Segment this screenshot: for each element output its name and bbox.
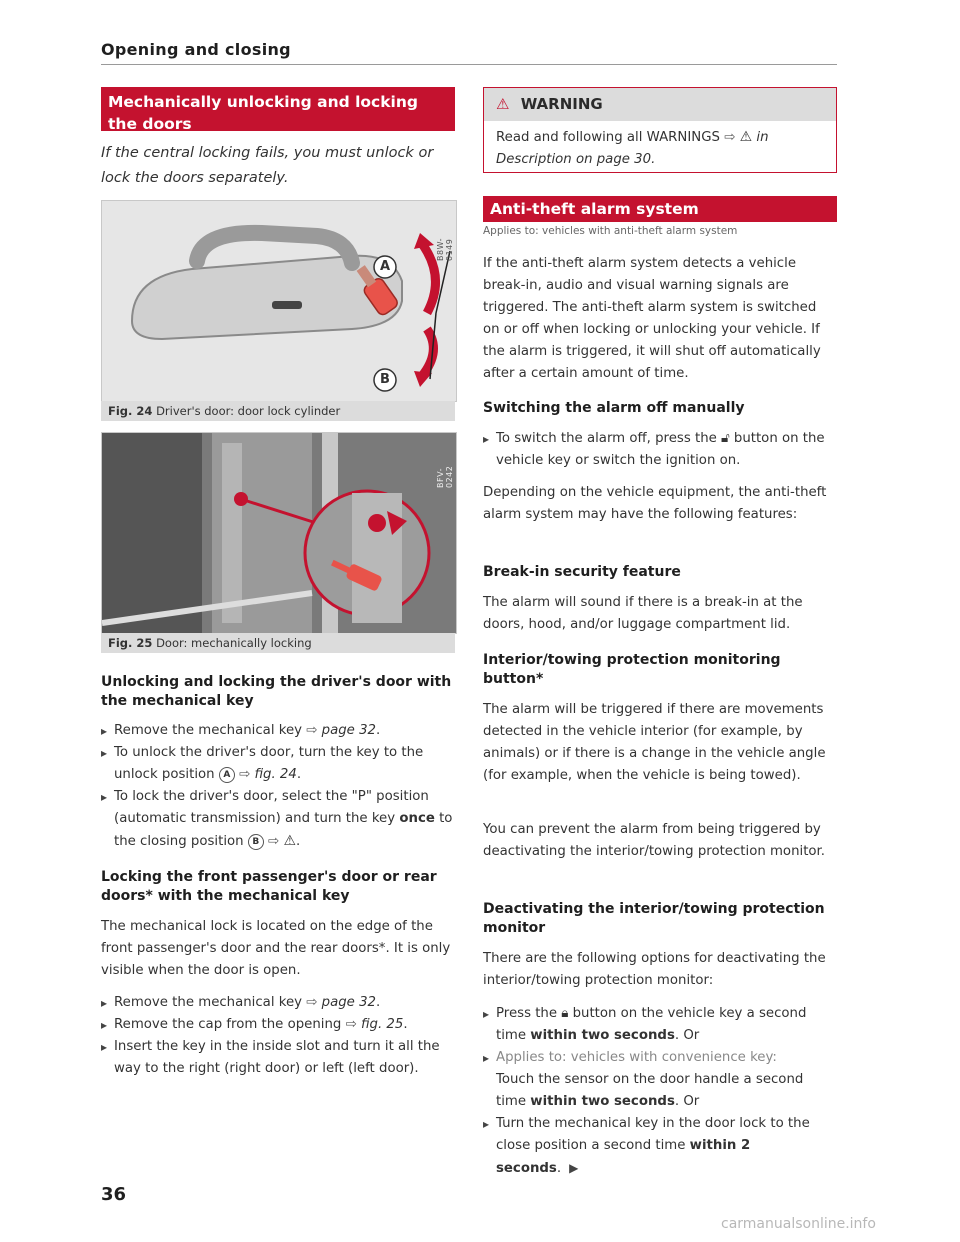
list-item: ▸ Applies to: vehicles with convenience key: Touch the sensor on the door handle a second time within two seconds. Or — [483, 1047, 837, 1113]
warning-header — [484, 88, 836, 121]
arrow-icon: ⇨ — [268, 834, 280, 849]
page-link[interactable]: page 32 — [321, 995, 377, 1010]
position-a-icon: A — [219, 767, 235, 783]
list-item: ▸ Turn the mechanical key in the door lock to the close position a second time within 2 seconds. ▶ — [483, 1113, 837, 1180]
break-in-paragraph: The alarm will sound if there is a break-in at the doors, hood, and/or luggage compartment lid. — [483, 595, 803, 632]
position-b-icon: B — [248, 834, 264, 850]
heading-break-in: Break-in security feature — [483, 564, 681, 580]
door-handle-illustration — [102, 201, 456, 401]
list-item: ▸ Remove the mechanical key ⇨ page 32. — [101, 992, 455, 1014]
header-rule — [101, 64, 837, 65]
figure-link[interactable]: fig. 24 — [254, 767, 297, 782]
heading-driver-door: Unlocking and locking the driver's door with the mechanical key — [101, 674, 452, 709]
figure-caption-text: Driver's door: door lock cylinder — [156, 404, 341, 418]
list-item: ▸ Remove the mechanical key ⇨ page 32. — [101, 720, 455, 742]
passenger-steps-list — [101, 992, 455, 1080]
figure-caption-text: Door: mechanically locking — [156, 636, 312, 650]
section-title-mechanical: Mechanically unlocking and locking the doors — [101, 87, 455, 131]
applies-inline-note: Applies to: vehicles with convenience key: — [496, 1050, 777, 1065]
applies-note: Applies to: vehicles with anti-theft alarm system — [483, 225, 738, 237]
figure-code: B8W-0149 — [436, 237, 454, 261]
marker-b-label: B — [380, 372, 390, 387]
page-number: 36 — [101, 1184, 127, 1205]
arrow-icon: ⇨ — [345, 1017, 357, 1032]
passenger-paragraph: The mechanical lock is located on the edge of the front passenger's door and the rear doors*. It is only visible when the door is open. — [101, 919, 451, 978]
figure-code: BFV-0242 — [436, 465, 454, 488]
arrow-icon: ⇨ — [724, 130, 736, 145]
figure-24-caption — [101, 401, 455, 421]
figure-25 — [101, 432, 457, 634]
unlock-button-icon: 🔓︎ — [721, 431, 730, 446]
warning-triangle-icon: ⚠ — [739, 129, 753, 145]
heading-passenger-door: Locking the front passenger's door or rear doors* with the mechanical key — [101, 869, 437, 904]
options-paragraph: There are the following options for deactivating the interior/towing protection monitor: — [483, 951, 826, 988]
page-link[interactable]: in Description on page 30. — [496, 130, 769, 167]
driver-steps-list — [101, 720, 455, 853]
figure-link[interactable]: fig. 25 — [360, 1017, 404, 1032]
marker-a-label: A — [379, 259, 391, 274]
prevent-paragraph: You can prevent the alarm from being triggered by deactivating the interior/towing protection monitor. — [483, 822, 826, 859]
warning-text: Read and following all WARNINGS ⇨ ⚠ in Description on page 30. — [484, 121, 836, 171]
heading-interior-monitoring: Interior/towing protection monitoring button* — [483, 652, 781, 687]
equipment-paragraph: Depending on the vehicle equipment, the anti-theft alarm system may have the following features: — [483, 485, 827, 522]
page-link[interactable]: page 32 — [321, 723, 377, 738]
door-edge-illustration — [102, 433, 456, 633]
warning-triangle-icon[interactable]: ⚠ — [283, 833, 296, 849]
figure-label: Fig. 24 — [108, 404, 153, 418]
arrow-icon: ⇨ — [306, 723, 318, 738]
deactivate-options-list — [483, 1003, 837, 1180]
section-title-alarm: Anti-theft alarm system — [483, 196, 837, 222]
list-item: ▸ Insert the key in the inside slot and turn it all the way to the right (right door) or left (left door). — [101, 1036, 455, 1080]
figure-24 — [101, 200, 457, 402]
list-item: ▸ Remove the cap from the opening ⇨ fig. 25. — [101, 1014, 455, 1036]
warning-triangle-icon: ⚠ — [496, 95, 510, 113]
warning-box — [483, 87, 837, 173]
continue-arrow-icon: ▶ — [569, 1161, 579, 1175]
arrow-icon: ⇨ — [239, 767, 251, 782]
figure-label: Fig. 25 — [108, 636, 153, 650]
arrow-icon: ⇨ — [306, 995, 318, 1010]
running-head: Opening and closing — [101, 40, 291, 59]
interior-paragraph: The alarm will be triggered if there are movements detected in the vehicle interior (for example, by animals) or if there is a change in the vehicle angle (for example, when the vehicle is being towed). — [483, 702, 826, 783]
figure-25-caption — [101, 633, 455, 653]
watermark: carmanualsonline.info — [721, 1216, 876, 1232]
alarm-intro: If the anti-theft alarm system detects a vehicle break-in, audio and visual warning signals are triggered. The anti-theft alarm system is switched on or off when locking or unlocking your vehicle. If the alarm is triggered, it will shut off automatically after a certain amount of time. — [483, 256, 821, 381]
list-item: ▸ To lock the driver's door, select the "P" position (automatic transmission) and turn the key once to the closing position B ⇨ ⚠. — [101, 786, 455, 853]
switch-steps-list — [483, 428, 837, 472]
lock-button-icon: 🔒︎ — [561, 1006, 569, 1021]
list-item: ▸ To unlock the driver's door, turn the key to the unlock position A ⇨ fig. 24. — [101, 742, 455, 786]
heading-deactivate: Deactivating the interior/towing protection monitor — [483, 901, 825, 936]
list-item: ▸ Press the 🔒︎ button on the vehicle key a second time within two seconds. Or — [483, 1003, 837, 1047]
heading-switch-off: Switching the alarm off manually — [483, 400, 745, 416]
list-item: ▸ To switch the alarm off, press the 🔓︎ button on the vehicle key or switch the ignition on. — [483, 428, 837, 472]
intro-text: If the central locking fails, you must unlock or lock the doors separately. — [101, 145, 434, 186]
warning-title: WARNING — [520, 95, 603, 113]
